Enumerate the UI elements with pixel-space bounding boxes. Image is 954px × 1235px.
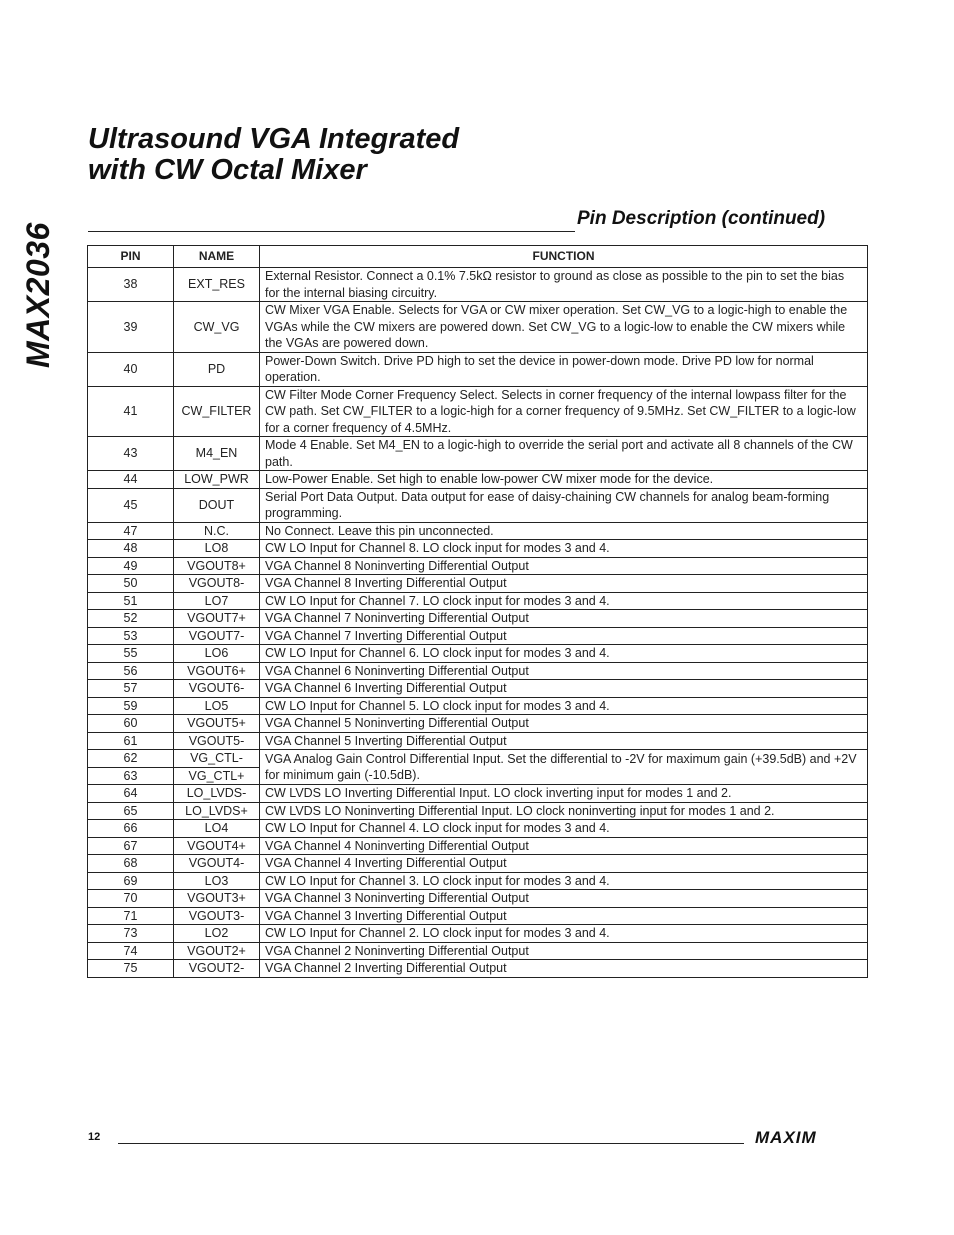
pin-number-cell: 56 (88, 662, 174, 680)
pin-function-cell: CW LO Input for Channel 4. LO clock input for modes 3 and 4. (260, 820, 868, 838)
pin-function-cell: CW Mixer VGA Enable. Selects for VGA or CW mixer operation. Set CW_VG to a logic-high to enable the VGAs while the CW mixers are powered down. Set CW_VG to a logic-low to enable the CW mixers while the VGAs are powered down. (260, 302, 868, 353)
pin-name-cell: LO7 (174, 592, 260, 610)
table-row (88, 907, 868, 925)
table-row (88, 386, 868, 437)
pin-function-cell: VGA Channel 6 Noninverting Differential Output (260, 662, 868, 680)
section-header-rule (88, 231, 575, 232)
pin-number-cell: 47 (88, 522, 174, 540)
table-row (88, 522, 868, 540)
pin-name-cell: LO6 (174, 645, 260, 663)
pin-number-cell: 62 (88, 750, 174, 768)
pin-function-cell: CW LO Input for Channel 7. LO clock input for modes 3 and 4. (260, 592, 868, 610)
pin-function-cell: CW LO Input for Channel 5. LO clock input for modes 3 and 4. (260, 697, 868, 715)
pin-number-cell: 51 (88, 592, 174, 610)
pin-name-cell: VGOUT3+ (174, 890, 260, 908)
pin-name-cell: VG_CTL- (174, 750, 260, 768)
table-row (88, 471, 868, 489)
table-row (88, 750, 868, 768)
pin-function-cell: VGA Channel 5 Inverting Differential Output (260, 732, 868, 750)
pin-number-cell: 63 (88, 767, 174, 785)
pin-name-cell: PD (174, 352, 260, 386)
pin-number-cell: 49 (88, 557, 174, 575)
table-row (88, 488, 868, 522)
pin-number-cell: 64 (88, 785, 174, 803)
pin-function-cell: VGA Channel 4 Noninverting Differential Output (260, 837, 868, 855)
table-row (88, 437, 868, 471)
pin-name-cell: LO_LVDS+ (174, 802, 260, 820)
pin-function-cell: VGA Channel 7 Noninverting Differential Output (260, 610, 868, 628)
footer-rule (118, 1143, 744, 1144)
pin-function-cell: VGA Channel 2 Inverting Differential Output (260, 960, 868, 978)
pin-number-cell: 43 (88, 437, 174, 471)
pin-name-cell: LO5 (174, 697, 260, 715)
pin-function-cell: VGA Channel 3 Inverting Differential Output (260, 907, 868, 925)
pin-number-cell: 74 (88, 942, 174, 960)
column-header-function: FUNCTION (260, 246, 868, 268)
pin-function-cell: CW LO Input for Channel 3. LO clock input for modes 3 and 4. (260, 872, 868, 890)
pin-name-cell: VGOUT5- (174, 732, 260, 750)
pin-function-cell: VGA Channel 3 Noninverting Differential Output (260, 890, 868, 908)
pin-number-cell: 40 (88, 352, 174, 386)
pin-number-cell: 55 (88, 645, 174, 663)
table-row (88, 352, 868, 386)
pin-function-cell: CW LVDS LO Inverting Differential Input. LO clock inverting input for modes 1 and 2. (260, 785, 868, 803)
pin-function-cell: External Resistor. Connect a 0.1% 7.5kΩ resistor to ground as close as possible to the pin to set the bias for the internal biasing circuitry. (260, 268, 868, 302)
pin-name-cell: VGOUT4+ (174, 837, 260, 855)
pin-name-cell: LO3 (174, 872, 260, 890)
pin-function-cell: CW LO Input for Channel 6. LO clock input for modes 3 and 4. (260, 645, 868, 663)
part-number-side-title: MAX2036 (20, 222, 56, 368)
table-row (88, 645, 868, 663)
pin-number-cell: 66 (88, 820, 174, 838)
table-row (88, 592, 868, 610)
pin-function-cell: VGA Channel 5 Noninverting Differential Output (260, 715, 868, 733)
pin-number-cell: 53 (88, 627, 174, 645)
pin-number-cell: 67 (88, 837, 174, 855)
document-title-line-2: with CW Octal Mixer (88, 154, 367, 186)
pin-number-cell: 68 (88, 855, 174, 873)
pin-number-cell: 60 (88, 715, 174, 733)
pin-function-cell: Mode 4 Enable. Set M4_EN to a logic-high to override the serial port and activate all 8 channels of the CW path. (260, 437, 868, 471)
table-row (88, 960, 868, 978)
pin-name-cell: CW_VG (174, 302, 260, 353)
pin-name-cell: M4_EN (174, 437, 260, 471)
pin-number-cell: 69 (88, 872, 174, 890)
document-title-line-1: Ultrasound VGA Integrated (88, 123, 460, 155)
pin-number-cell: 38 (88, 268, 174, 302)
pin-name-cell: VGOUT2- (174, 960, 260, 978)
table-row (88, 557, 868, 575)
pin-function-cell: CW LO Input for Channel 8. LO clock input for modes 3 and 4. (260, 540, 868, 558)
table-row (88, 680, 868, 698)
document-title (88, 124, 459, 186)
pin-function-cell: CW LO Input for Channel 2. LO clock input for modes 3 and 4. (260, 925, 868, 943)
column-header-name: NAME (174, 246, 260, 268)
pin-function-cell: Serial Port Data Output. Data output for ease of daisy-chaining CW channels for analog beam-forming programming. (260, 488, 868, 522)
pin-name-cell: VG_CTL+ (174, 767, 260, 785)
pin-function-cell: VGA Channel 4 Inverting Differential Output (260, 855, 868, 873)
pin-function-cell: VGA Channel 8 Inverting Differential Output (260, 575, 868, 593)
pin-name-cell: LO_LVDS- (174, 785, 260, 803)
pin-name-cell: DOUT (174, 488, 260, 522)
pin-name-cell: VGOUT3- (174, 907, 260, 925)
table-row (88, 802, 868, 820)
pin-number-cell: 50 (88, 575, 174, 593)
column-header-pin: PIN (88, 246, 174, 268)
pin-function-cell: Low-Power Enable. Set high to enable low-power CW mixer mode for the device. (260, 471, 868, 489)
pin-name-cell: VGOUT6- (174, 680, 260, 698)
pin-name-cell: LO2 (174, 925, 260, 943)
table-row (88, 820, 868, 838)
pin-name-cell: VGOUT6+ (174, 662, 260, 680)
pin-function-cell: VGA Channel 8 Noninverting Differential Output (260, 557, 868, 575)
pin-name-cell: VGOUT7+ (174, 610, 260, 628)
pin-number-cell: 73 (88, 925, 174, 943)
pin-table-body (88, 268, 868, 978)
pin-function-cell: VGA Analog Gain Control Differential Input. Set the differential to -2V for maximum gain (+39.5dB) and +2V for minimum gain (-10.5dB). (260, 750, 868, 785)
pin-function-cell: VGA Channel 2 Noninverting Differential Output (260, 942, 868, 960)
pin-number-cell: 44 (88, 471, 174, 489)
table-row (88, 610, 868, 628)
pin-function-cell: VGA Channel 7 Inverting Differential Output (260, 627, 868, 645)
table-row (88, 662, 868, 680)
pin-name-cell: VGOUT8+ (174, 557, 260, 575)
table-row (88, 540, 868, 558)
pin-name-cell: N.C. (174, 522, 260, 540)
pin-name-cell: LO4 (174, 820, 260, 838)
table-row (88, 268, 868, 302)
pin-function-cell: CW LVDS LO Noninverting Differential Input. LO clock noninverting input for modes 1 and 2. (260, 802, 868, 820)
table-row (88, 855, 868, 873)
table-row (88, 627, 868, 645)
table-row (88, 715, 868, 733)
table-row (88, 785, 868, 803)
pin-number-cell: 39 (88, 302, 174, 353)
table-row (88, 837, 868, 855)
pin-number-cell: 75 (88, 960, 174, 978)
pin-function-cell: Power-Down Switch. Drive PD high to set the device in power-down mode. Drive PD low for normal operation. (260, 352, 868, 386)
pin-number-cell: 57 (88, 680, 174, 698)
pin-number-cell: 41 (88, 386, 174, 437)
pin-number-cell: 61 (88, 732, 174, 750)
pin-function-cell: No Connect. Leave this pin unconnected. (260, 522, 868, 540)
pin-number-cell: 70 (88, 890, 174, 908)
table-row (88, 697, 868, 715)
table-row (88, 942, 868, 960)
table-row (88, 302, 868, 353)
pin-name-cell: CW_FILTER (174, 386, 260, 437)
pin-name-cell: VGOUT8- (174, 575, 260, 593)
section-title: Pin Description (continued) (577, 208, 826, 229)
pin-name-cell: VGOUT7- (174, 627, 260, 645)
pin-name-cell: LO8 (174, 540, 260, 558)
pin-number-cell: 45 (88, 488, 174, 522)
pin-name-cell: VGOUT2+ (174, 942, 260, 960)
pin-description-table (87, 245, 868, 978)
pin-name-cell: VGOUT4- (174, 855, 260, 873)
pin-function-cell: VGA Channel 6 Inverting Differential Output (260, 680, 868, 698)
table-row (88, 732, 868, 750)
pin-number-cell: 48 (88, 540, 174, 558)
table-row (88, 890, 868, 908)
pin-function-cell: CW Filter Mode Corner Frequency Select. Selects in corner frequency of the internal lowpass filter for the CW path. Set CW_FILTER to a logic-high for a corner frequency of 9.5MHz. Set CW_FILTER to a logic-low for a corner frequency of 4.5MHz. (260, 386, 868, 437)
pin-number-cell: 52 (88, 610, 174, 628)
table-row (88, 575, 868, 593)
pin-number-cell: 71 (88, 907, 174, 925)
pin-name-cell: VGOUT5+ (174, 715, 260, 733)
table-row (88, 872, 868, 890)
table-row (88, 925, 868, 943)
pin-name-cell: EXT_RES (174, 268, 260, 302)
page-number: 12 (88, 1131, 101, 1143)
pin-name-cell: LOW_PWR (174, 471, 260, 489)
pin-number-cell: 65 (88, 802, 174, 820)
table-header-row (88, 246, 868, 268)
pin-number-cell: 59 (88, 697, 174, 715)
maxim-logo: MAXIM (755, 1128, 817, 1147)
